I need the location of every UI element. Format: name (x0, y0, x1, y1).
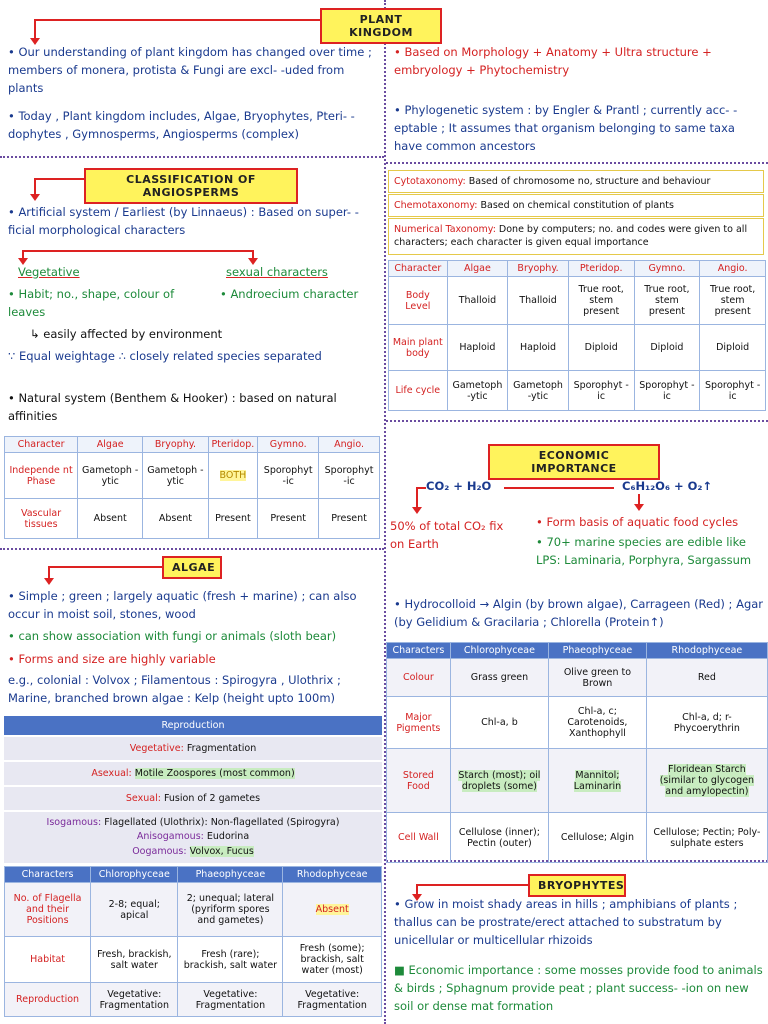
numerical-taxonomy-label: Numerical Taxonomy: (394, 224, 496, 235)
intro-paragraph-2: • Today , Plant kingdom includes, Algae, Bryophytes, Pteri- -dophytes , Gymnosperms, Angiosperms (complex) (8, 109, 355, 141)
hydrocolloid: • Hydrocolloid → Algin (by brown algae), Carrageen (Red) ; Agar (by Gelidium & Gracilaria ; Chlorella (Protein↑) (394, 597, 764, 629)
sexual-label: Sexual: (125, 793, 161, 804)
table-cell: Cellulose; Pectin; Poly-sulphate esters (646, 813, 767, 863)
asexual-label: Asexual: (91, 768, 132, 779)
table-cell: Diploid (568, 325, 634, 371)
marine-species: • 70+ marine species are edible like LPS: Laminaria, Porphyra, Sargassum (536, 535, 752, 567)
table-header-row (5, 437, 380, 453)
table-cell: Chl-a, c; Carotenoids, Xanthophyll (549, 697, 647, 749)
equal-weightage: ∵ Equal weightage ∴ closely related species separated (8, 349, 322, 363)
table-cell (646, 749, 767, 813)
table-cell: Cellulose; Algin (549, 813, 647, 863)
table-header-cell: Angio. (700, 261, 766, 277)
table-cell (208, 453, 258, 499)
table-row (389, 325, 766, 371)
arrow-head-icon (634, 504, 644, 511)
table-cell: Vegetative: Fragmentation (283, 983, 382, 1017)
table-cell: Main plant body (389, 325, 448, 371)
phase-table (4, 436, 380, 539)
oogamous-value: Volvox, Fucus (189, 845, 254, 857)
table-header-cell: Chlorophyceae (91, 867, 178, 883)
sexual-title: sexual characters (226, 265, 328, 279)
vegetative-title: Vegetative (18, 265, 80, 279)
table-cell (283, 883, 382, 937)
table-cell: Present (208, 499, 258, 539)
table-cell: Chl-a, d; r- Phycoerythrin (646, 697, 767, 749)
table-cell: Thalloid (447, 277, 508, 325)
chemotaxonomy-box (388, 194, 764, 217)
reproduction-row (4, 810, 382, 863)
oogamous-label: Oogamous: (132, 845, 187, 857)
table-cell: Fresh (some); brackish, salt water (most) (283, 937, 382, 983)
right-column (386, 0, 768, 1024)
table-header-cell: Gymno. (258, 437, 319, 453)
isogamous-label: Isogamous: (46, 817, 102, 828)
sexual-value: Fusion of 2 gametes (163, 793, 261, 804)
table-cell: Sporophyt -ic (700, 371, 766, 411)
table-row (389, 371, 766, 411)
table-header-cell: Characters (387, 643, 451, 659)
table-header-row (389, 261, 766, 277)
table-cell: Haploid (447, 325, 508, 371)
algae-heading: ALGAE (162, 556, 222, 579)
table-cell: Vascular tissues (5, 499, 78, 539)
bryophytes-habitat: • Grow in moist shady areas in hills ; amphibians of plants ; thallus can be prostrate/erect attached to substratum by unicellular or multicellular rhizoids (394, 897, 738, 947)
economic-importance-heading: ECONOMIC IMPORTANCE (488, 444, 660, 480)
table-row (387, 659, 768, 697)
table-cell: Absent (78, 499, 143, 539)
table-cell: Present (258, 499, 319, 539)
cytotaxonomy-text: Based of chromosome no, structure and behaviour (468, 176, 711, 187)
bryophytes-heading: BRYOPHYTES (528, 874, 626, 897)
vegetative-text: • Habit; no., shape, colour of leaves (8, 287, 175, 319)
co2-fixation: 50% of total CO₂ fix on Earth (390, 519, 504, 551)
table-row (5, 983, 382, 1017)
equation-left: CO₂ + H₂O (426, 479, 492, 493)
artificial-system: • Artificial system / Earliest (by Linnaeus) : Based on super- -ficial morphological characters (8, 205, 359, 237)
equation-right: C₆H₁₂O₆ + O₂↑ (622, 479, 713, 493)
table-cell: Present (319, 499, 380, 539)
table-header-cell: Bryophy. (508, 261, 569, 277)
table-header-cell: Algae (447, 261, 508, 277)
table-cell: Grass green (450, 659, 548, 697)
table-cell: Chl-a, b (450, 697, 548, 749)
reproduction-title: Reproduction (4, 716, 382, 735)
vegetative-value: Fragmentation (186, 743, 257, 754)
table-row (5, 499, 380, 539)
table-header-cell: Phaeophyceae (178, 867, 283, 883)
table-cell: Colour (387, 659, 451, 697)
absent-badge: Absent (315, 904, 349, 915)
algae-point-1: • Simple ; green ; largely aquatic (fresh + marine) ; can also occur in moist soil, stones, wood (8, 589, 357, 621)
vegetative-label: Vegetative: (129, 743, 184, 754)
stored-food-chloro: Starch (most); oil droplets (some) (458, 769, 541, 792)
table-header-cell: Phaeophyceae (549, 643, 647, 659)
easily-affected: ↳ easily affected by environment (30, 327, 223, 341)
numerical-taxonomy-box (388, 218, 764, 255)
table-cell: True root, stem present (634, 277, 700, 325)
anisogamous-value: Eudorina (206, 831, 250, 843)
table-cell: Sporophyt -ic (258, 453, 319, 499)
algae-point-2: • can show association with fungi or animals (sloth bear) (8, 629, 337, 643)
algae-examples: e.g., colonial : Volvox ; Filamentous : Spirogyra , Ulothrix ; Marine, branched brown algae : Kelp (height upto 100m) (8, 673, 341, 705)
table-header-cell: Character (5, 437, 78, 453)
cytotaxonomy-label: Cytotaxonomy: (394, 176, 466, 187)
heading-arrow (34, 19, 320, 21)
arrow-head-icon (44, 578, 54, 585)
table-cell: Gametoph -ytic (447, 371, 508, 411)
split-arrow (22, 250, 252, 252)
intro-paragraph-1: • Our understanding of plant kingdom has changed over time ; members of monera, protista & Fungi are excl- -uded from plants (8, 45, 372, 95)
table-header-row (387, 643, 768, 659)
table-row (5, 883, 382, 937)
table-cell (549, 749, 647, 813)
isogamous-value: Flagellated (Ulothrix): Non-flagellated (Spirogyra) (104, 817, 340, 828)
table-cell: Life cycle (389, 371, 448, 411)
reproduction-table (4, 716, 382, 863)
table-cell: Gametoph -ytic (508, 371, 569, 411)
table-header-cell: Rhodophyceae (646, 643, 767, 659)
anisogamous-label: Anisogamous: (136, 831, 204, 843)
table-cell: Gametoph -ytic (143, 453, 208, 499)
fix-arrow-top (416, 487, 426, 489)
table-cell: Gametoph -ytic (78, 453, 143, 499)
algae-class-table-right (386, 642, 768, 863)
table-row (387, 697, 768, 749)
table-cell: Red (646, 659, 767, 697)
bryophytes-arrow (416, 884, 528, 886)
table-header-row (5, 867, 382, 883)
table-cell: Major Pigments (387, 697, 451, 749)
table-cell: Sporophyt -ic (319, 453, 380, 499)
chemotaxonomy-label: Chemotaxonomy: (394, 200, 478, 211)
arrow-head-icon (412, 507, 422, 514)
reproduction-row (4, 760, 382, 785)
morphology-basis: • Based on Morphology + Anatomy + Ultra structure + embryology + Phytochemistry (394, 45, 712, 77)
table-header-cell: Angio. (319, 437, 380, 453)
algae-point-3: • Forms and size are highly variable (8, 652, 216, 666)
table-cell: Thalloid (508, 277, 569, 325)
table-header-cell: Rhodophyceae (283, 867, 382, 883)
bryophytes-economic: ■ Economic importance : some mosses provide food to animals & birds ; Sphagnum provide peat ; plant success- -ion on new soil or dense mat formation (394, 963, 763, 1013)
table-row (5, 937, 382, 983)
phylogenetic-system: • Phylogenetic system : by Engler & Prantl ; currently acc- -eptable ; It assumes that organism belonging to same taxa have common ancestors (394, 103, 738, 153)
table-cell: 2-8; equal; apical (91, 883, 178, 937)
table-cell: Fresh (rare); brackish, salt water (178, 937, 283, 983)
table-cell: Haploid (508, 325, 569, 371)
reproduction-row (4, 735, 382, 760)
table-cell: No. of Flagella and their Positions (5, 883, 91, 937)
table-header-cell: Pteridop. (208, 437, 258, 453)
table-header-cell: Pteridop. (568, 261, 634, 277)
table-row (389, 277, 766, 325)
table-cell: True root, stem present (700, 277, 766, 325)
table-cell: Reproduction (5, 983, 91, 1017)
stored-food-phaeo: Mannitol; Laminarin (573, 769, 622, 792)
fix-arrow (416, 487, 418, 509)
table-header-cell: Bryophy. (143, 437, 208, 453)
plant-kingdom-heading: PLANT KINGDOM (320, 8, 442, 44)
table-row (387, 749, 768, 813)
algae-class-table-left (4, 866, 382, 1017)
table-cell: Independe nt Phase (5, 453, 78, 499)
table-cell: Diploid (634, 325, 700, 371)
numerical-taxonomy-text: Done by computers; no. and codes were given to all characters; each character is given equal importance (394, 224, 748, 249)
reproduction-row (4, 785, 382, 810)
table-row (5, 453, 380, 499)
table-header-cell: Algae (78, 437, 143, 453)
table-cell: Vegetative: Fragmentation (178, 983, 283, 1017)
table-cell (450, 749, 548, 813)
table-cell: Cellulose (inner); Pectin (outer) (450, 813, 548, 863)
table-cell: Habitat (5, 937, 91, 983)
both-badge: BOTH (219, 470, 247, 481)
table-row (387, 813, 768, 863)
arrow-head-icon (30, 194, 40, 201)
aquatic-food: • Form basis of aquatic food cycles (536, 515, 739, 529)
table-cell: 2; unequal; lateral (pyriform spores and gametes) (178, 883, 283, 937)
table-header-cell: Gymno. (634, 261, 700, 277)
table-cell: Fresh, brackish, salt water (91, 937, 178, 983)
classification-arrow (34, 178, 84, 180)
table-cell: Absent (143, 499, 208, 539)
asexual-value: Motile Zoospores (most common) (134, 768, 295, 779)
table-cell: Body Level (389, 277, 448, 325)
chemotaxonomy-text: Based on chemical constitution of plants (480, 200, 674, 211)
table-header-cell: Character (389, 261, 448, 277)
table-cell: Diploid (700, 325, 766, 371)
table-cell: Olive green to Brown (549, 659, 647, 697)
table-header-cell: Chlorophyceae (450, 643, 548, 659)
table-cell: Cell Wall (387, 813, 451, 863)
cytotaxonomy-box (388, 170, 764, 193)
body-level-table (388, 260, 766, 411)
table-cell: Sporophyt -ic (634, 371, 700, 411)
natural-system: • Natural system (Benthem & Hooker) : based on natural affinities (8, 391, 337, 423)
table-cell: Vegetative: Fragmentation (91, 983, 178, 1017)
stored-food-rhodo: Floridean Starch (similar to glycogen and amylopectin) (659, 764, 755, 797)
sexual-text: • Androecium character (220, 287, 359, 301)
table-cell: Sporophyt -ic (568, 371, 634, 411)
table-cell: Stored Food (387, 749, 451, 813)
algae-arrow (48, 566, 162, 568)
classification-heading: CLASSIFICATION OF ANGIOSPERMS (84, 168, 298, 204)
table-cell: True root, stem present (568, 277, 634, 325)
equation-arrow (504, 487, 614, 489)
table-header-cell: Characters (5, 867, 91, 883)
